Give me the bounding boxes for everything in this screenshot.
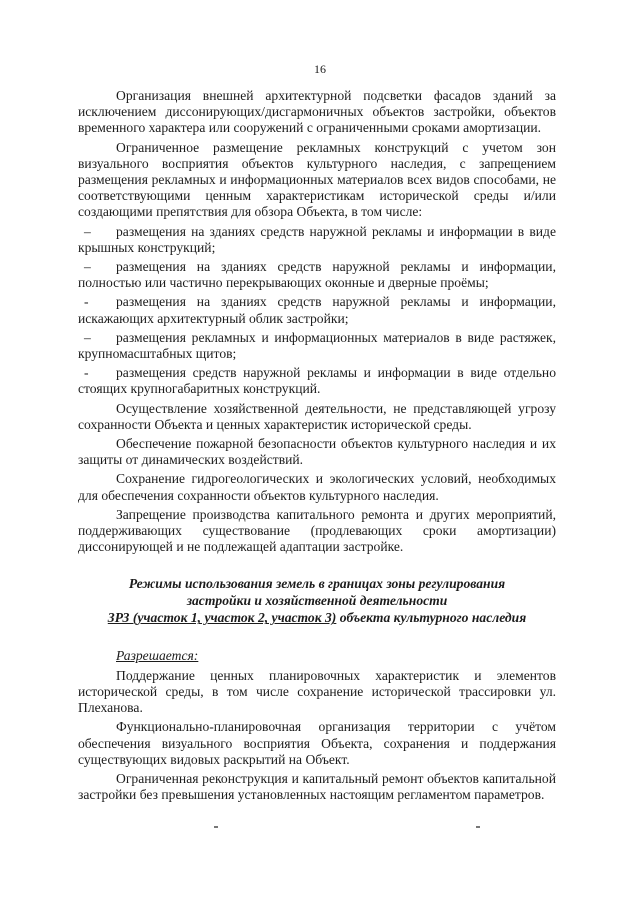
section-heading-line: Режимы использования земель в границах зоны регулирования	[128, 576, 506, 592]
dash-list-item	[78, 330, 556, 362]
section-heading-tail: объекта культурного наследия	[336, 610, 527, 626]
scan-mark	[214, 826, 218, 828]
dash-item-text: размещения на зданиях средств наружной рекламы и информации, искажающих архитектурный облик застройки;	[78, 294, 556, 326]
page-number: 16	[314, 62, 326, 76]
dash-list-item	[78, 224, 556, 256]
paragraph-lighting: Организация внешней архитектурной подсветки фасадов зданий за исключением диссонирующих/дисгармоничных объектов застройки, объектов временного характера или сооружений с ограниченными сроками амортизации.	[78, 88, 556, 136]
dash-list-item	[78, 294, 556, 326]
zone-reference: ЗРЗ (участок 1, участок 2, участок 3)	[107, 610, 337, 626]
paragraph-fire-safety: Обеспечение пожарной безопасности объектов культурного наследия и их защиты от динамических воздействий.	[78, 436, 556, 468]
paragraph-repair-prohibition: Запрещение производства капитального ремонта и других мероприятий, поддерживающих существование (продлевающих сроки амортизации) диссонирующей и не подлежащей адаптации застройке.	[78, 506, 556, 555]
paragraph-planning-characteristics: Поддержание ценных планировочных характеристик и элементов исторической среды, в том числе сохранение исторической трассировки ул. Плеханова.	[78, 667, 556, 716]
paragraph-reconstruction: Ограниченная реконструкция и капитальный ремонт объектов капитальной застройки без превышения установленных настоящим регламентом параметров.	[78, 770, 556, 803]
dash-list-item	[78, 365, 556, 397]
dash-list-item	[78, 259, 556, 291]
section-heading-line: застройки и хозяйственной деятельности	[186, 593, 448, 609]
scan-mark	[476, 826, 480, 828]
paragraph-hydrogeology: Сохранение гидрогеологических и экологических условий, необходимых для обеспечения сохранности объектов культурного наследия.	[78, 471, 556, 503]
dash-bullet: -	[84, 365, 89, 381]
dash-item-text: размещения средств наружной рекламы и информации в виде отдельно стоящих крупногабаритных конструкций.	[78, 365, 556, 397]
allowed-label: Разрешается:	[116, 648, 199, 664]
dash-item-text: размещения на зданиях средств наружной рекламы и информации в виде крышных конструкций;	[78, 223, 556, 255]
dash-bullet: –	[84, 223, 91, 239]
dash-item-text: размещения на зданиях средств наружной рекламы и информации, полностью или частично перекрывающих оконные и дверные проёмы;	[78, 259, 556, 291]
dash-item-text: размещения рекламных и информационных материалов в виде растяжек, крупномасштабных щитов;	[78, 329, 556, 362]
dash-bullet: -	[84, 294, 89, 310]
document-body	[78, 88, 556, 806]
paragraph-advertising: Ограниченное размещение рекламных конструкций с учетом зон визуального восприятия объектов культурного наследия, с запрещением размещения рекламных и информационных материалов всех видов способами, не соответствующими ценным характеристикам исторической среды и/или создающими препятствия для обзора Объекта, в том числе:	[78, 139, 556, 220]
section-heading	[78, 575, 556, 626]
section-heading-line	[78, 609, 556, 626]
dash-bullet: –	[84, 329, 91, 345]
dash-bullet: –	[84, 259, 91, 275]
paragraph-functional-planning: Функционально-планировочная организация территории с учётом обеспечения визуального восприятия Объекта, сохранения и поддержания существующих видовых раскрытий на Объект.	[78, 719, 556, 767]
paragraph-economic-activity: Осуществление хозяйственной деятельности, не представляющей угрозу сохранности Объекта и ценных характеристик исторической среды.	[78, 400, 556, 432]
scan-marks	[0, 826, 640, 832]
